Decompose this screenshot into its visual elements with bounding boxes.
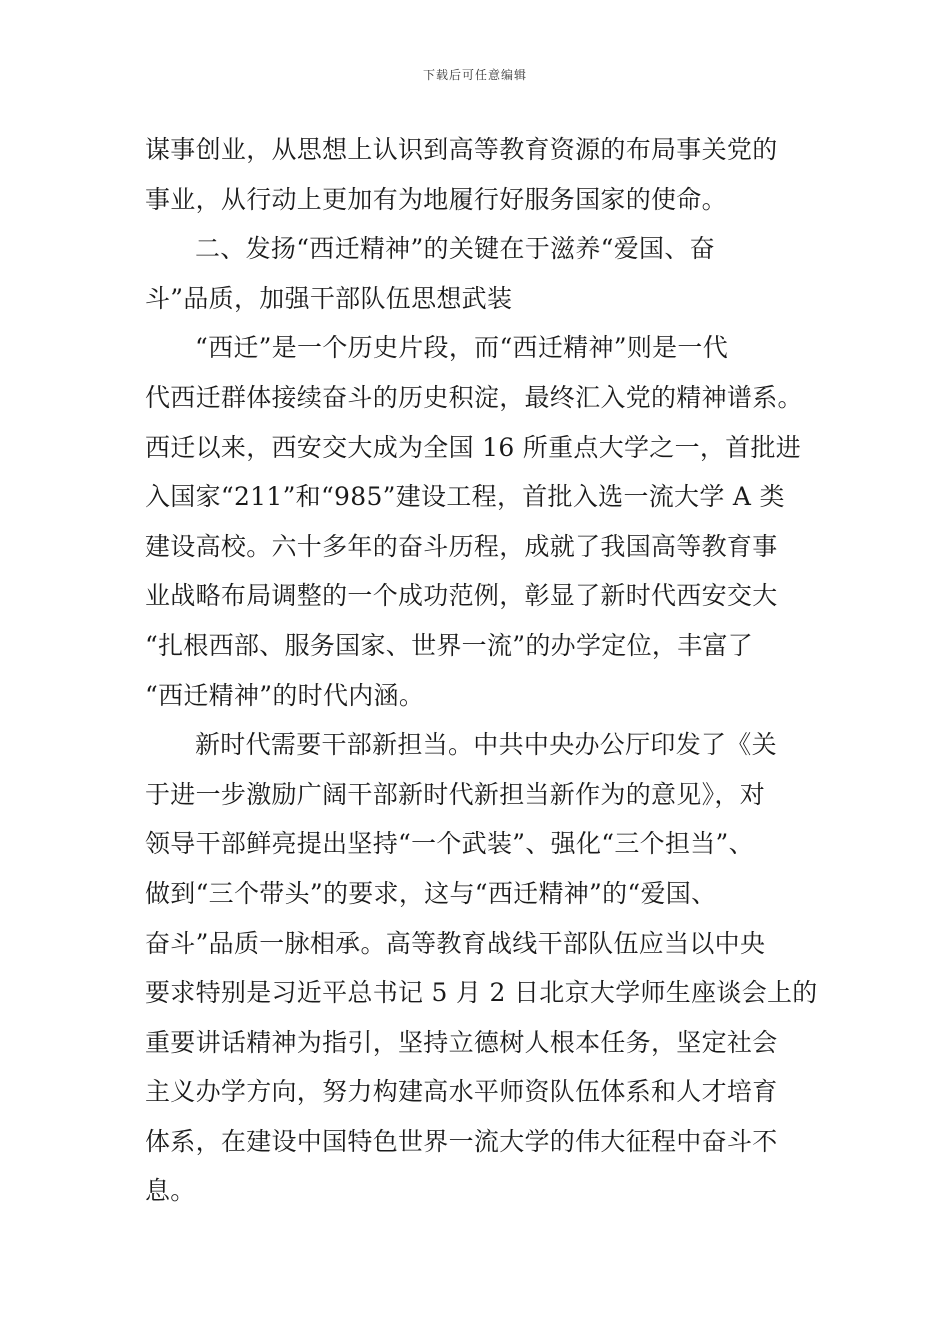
text-line: 事业，从行动上更加有为地履行好服务国家的使命。 <box>145 184 727 214</box>
text-line: 于进一步激励广阔干部新时代新担当新作为的意见》，对 <box>145 779 766 809</box>
text-line: 重要讲话精神为指引，坚持立德树人根本任务，坚定社会 <box>145 1027 778 1057</box>
text-line: 建设高校。六十多年的奋斗历程，成就了我国高等教育事 <box>145 531 778 561</box>
text-line: 体系，在建设中国特色世界一流大学的伟大征程中奋斗不 <box>145 1126 778 1156</box>
text-line: “扎根西部、服务国家、世界一流”的办学定位，丰富了 <box>145 630 754 660</box>
text-line: 入国家“211”和“985”建设工程，首批入选一流大学 A 类 <box>145 482 785 512</box>
text-line: 谋事创业，从思想上认识到高等教育资源的布局事关党的 <box>145 135 778 164</box>
text-line: 奋斗”品质一脉相承。高等教育战线干部队伍应当以中央 <box>145 928 766 958</box>
text-line: “西迁”是一个历史片段，而“西迁精神”则是一代 <box>195 333 729 363</box>
text-line: 西迁以来，西安交大成为全国 16 所重点大学之一，首批进 <box>145 432 802 462</box>
text-line: 新时代需要干部新担当。中共中央办公厅印发了《关 <box>195 730 777 760</box>
text-line: 主义办学方向，努力构建高水平师资队伍体系和人才培育 <box>145 1077 778 1107</box>
text-line: 代西迁群体接续奋斗的历史积淀，最终汇入党的精神谱系。 <box>145 382 803 412</box>
section-heading-line: 斗”品质，加强干部队伍思想武装 <box>145 283 513 313</box>
text-line: 要求特别是习近平总书记 5 月 2 日北京大学师生座谈会上的 <box>145 978 818 1008</box>
text-line: 息。 <box>145 1176 196 1206</box>
document-body <box>145 125 818 1216</box>
text-line: “西迁精神”的时代内涵。 <box>145 680 425 710</box>
text-line: 做到“三个带头”的要求，这与“西迁精神”的“爱国、 <box>145 878 717 908</box>
text-line: 领导干部鲜亮提出坚持“一个武装”、强化“三个担当”、 <box>145 829 754 859</box>
page-header: 下载后可任意编辑 <box>422 68 527 82</box>
text-line: 业战略布局调整的一个成功范例，彰显了新时代西安交大 <box>145 581 778 611</box>
section-heading-line: 二、发扬“西迁精神”的关键在于滋养“爱国、奋 <box>195 234 715 264</box>
